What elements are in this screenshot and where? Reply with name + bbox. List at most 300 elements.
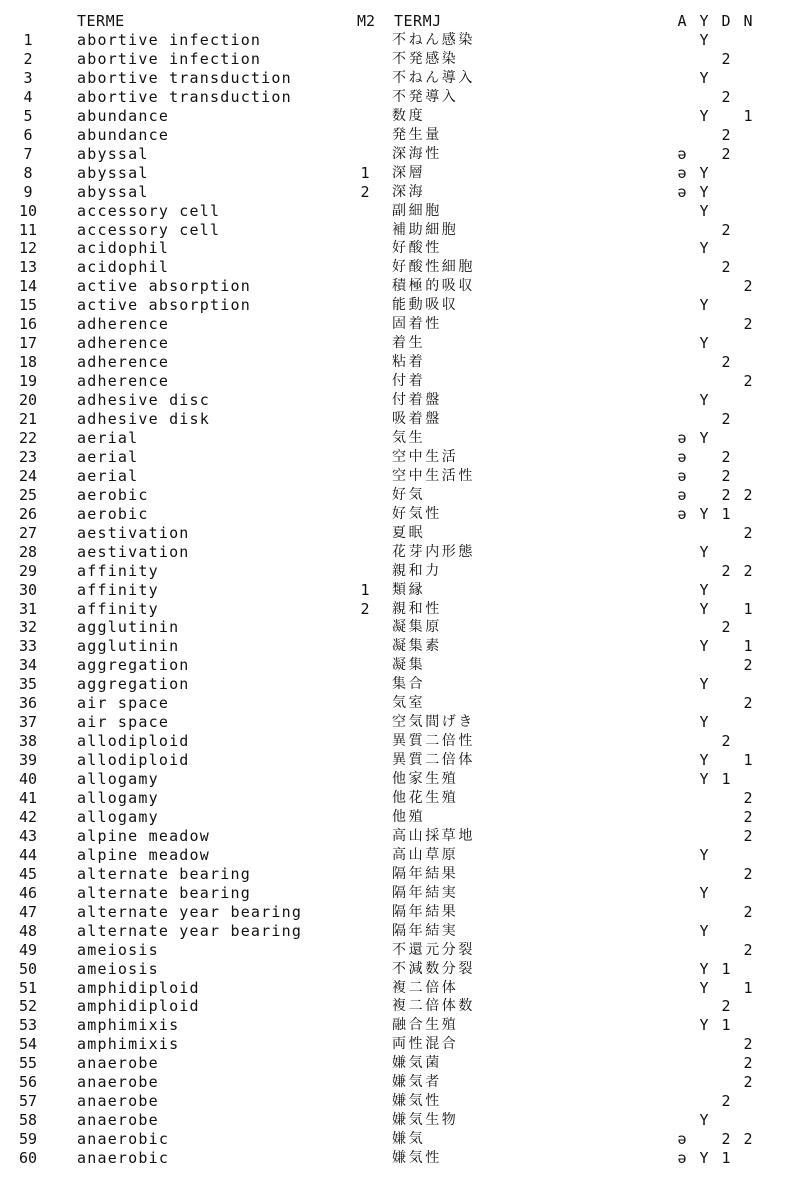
- row-terme: aerial: [77, 447, 139, 466]
- row-number: 10: [18, 201, 38, 220]
- row-termj: 不ねん導入: [392, 69, 475, 86]
- row-flag-n: 2: [743, 315, 753, 334]
- row-number: 16: [18, 315, 38, 334]
- row-number: 54: [18, 1035, 38, 1054]
- row-flag-d: 2: [721, 144, 731, 163]
- table-row: [0, 713, 800, 732]
- row-flag-y: Y: [699, 239, 709, 258]
- row-termj: 親和力: [392, 562, 442, 579]
- row-terme: aggregation: [77, 675, 190, 694]
- row-terme: aerobic: [77, 504, 149, 523]
- row-flag-y: Y: [699, 921, 709, 940]
- row-flag-a: ə: [677, 1130, 687, 1149]
- row-termj: 発生量: [392, 126, 442, 143]
- row-termj: 空中生活: [392, 448, 459, 465]
- row-terme: ameiosis: [77, 959, 159, 978]
- row-number: 17: [18, 334, 38, 353]
- table-row: [0, 69, 800, 88]
- row-flag-n: 2: [743, 789, 753, 807]
- row-terme: abundance: [77, 106, 170, 125]
- row-flag-n: 2: [743, 940, 753, 959]
- row-terme: adhesive disc: [77, 391, 210, 410]
- row-number: 6: [23, 125, 33, 144]
- table-row: [0, 827, 800, 846]
- row-flag-a: ə: [677, 428, 687, 447]
- table-row: [0, 429, 800, 448]
- row-flag-d: 2: [721, 485, 731, 504]
- table-row: [0, 486, 800, 505]
- row-flag-d: 1: [721, 959, 731, 978]
- row-flag-n: 2: [743, 277, 753, 296]
- row-flag-d: 1: [721, 504, 731, 523]
- row-termj: 深海性: [392, 145, 442, 162]
- row-flag-d: 2: [721, 1130, 731, 1149]
- table-row: [0, 732, 800, 751]
- row-terme: alternate bearing: [77, 864, 251, 883]
- table-row: [0, 221, 800, 240]
- row-terme: aerial: [77, 466, 139, 485]
- row-termj: 不発感染: [392, 51, 459, 67]
- row-termj: 異質二倍体: [392, 752, 475, 769]
- row-flag-d: 2: [721, 50, 731, 68]
- table-row: [0, 694, 800, 713]
- row-flag-n: 2: [743, 1073, 753, 1092]
- row-terme: adherence: [77, 372, 170, 391]
- table-row: [0, 183, 800, 202]
- row-termj: 積極的吸収: [392, 278, 475, 295]
- row-terme: aggregation: [77, 656, 190, 675]
- table-row: [0, 1092, 800, 1111]
- row-flag-d: 2: [721, 258, 731, 277]
- column-header-row: [0, 12, 800, 31]
- table-row: [0, 145, 800, 164]
- row-flag-a: ə: [677, 144, 687, 163]
- row-number: 50: [18, 959, 38, 978]
- row-terme: air space: [77, 713, 170, 732]
- row-number: 36: [18, 694, 38, 713]
- row-termj: 嫌気性: [392, 1093, 442, 1110]
- row-termj: 凝集原: [392, 619, 442, 636]
- row-terme: active absorption: [77, 277, 251, 296]
- table-row: [0, 239, 800, 258]
- row-flag-y: Y: [699, 504, 709, 523]
- row-flag-a: ə: [677, 163, 687, 182]
- row-flag-n: 2: [743, 523, 753, 542]
- row-m2: 2: [360, 599, 370, 618]
- table-row: [0, 410, 800, 429]
- row-terme: abortive transduction: [77, 68, 292, 87]
- row-number: 39: [18, 751, 38, 770]
- row-flag-d: 2: [721, 1092, 731, 1111]
- row-flag-y: Y: [699, 599, 709, 618]
- table-row: [0, 770, 800, 789]
- row-number: 1: [23, 31, 33, 49]
- row-flag-d: 2: [721, 997, 731, 1016]
- table-row: [0, 656, 800, 675]
- row-terme: adhesive disk: [77, 410, 210, 428]
- row-flag-d: 2: [721, 87, 731, 106]
- header-termj: TERMJ: [394, 12, 442, 30]
- table-row: [0, 637, 800, 656]
- row-flag-a: ə: [677, 485, 687, 504]
- row-number: 9: [23, 182, 33, 201]
- row-flag-y: Y: [699, 580, 709, 599]
- row-number: 52: [18, 997, 38, 1016]
- row-terme: abortive transduction: [77, 87, 292, 106]
- row-flag-n: 2: [743, 807, 753, 826]
- row-number: 15: [18, 296, 38, 315]
- row-number: 22: [18, 428, 38, 447]
- row-terme: amphimixis: [77, 1016, 180, 1035]
- row-number: 43: [18, 826, 38, 845]
- row-number: 46: [18, 883, 38, 902]
- row-terme: affinity: [77, 599, 159, 618]
- row-flag-d: 2: [721, 732, 731, 751]
- table-row: [0, 562, 800, 581]
- table-row: [0, 258, 800, 277]
- row-terme: affinity: [77, 561, 159, 580]
- row-terme: abortive infection: [77, 31, 262, 49]
- table-row: [0, 1073, 800, 1092]
- row-termj: 数度: [392, 107, 426, 124]
- row-flag-a: ə: [677, 504, 687, 523]
- row-termj: 好酸性細胞: [392, 259, 475, 276]
- row-flag-y: Y: [699, 68, 709, 87]
- row-number: 18: [18, 353, 38, 372]
- row-termj: 固着性: [392, 316, 442, 333]
- table-row: [0, 618, 800, 637]
- table-row: [0, 31, 800, 50]
- row-termj: 両性混合: [392, 1036, 459, 1053]
- row-termj: 隔年結果: [392, 903, 459, 920]
- row-terme: agglutinin: [77, 618, 180, 637]
- row-flag-n: 2: [743, 694, 753, 713]
- row-flag-d: 2: [721, 466, 731, 485]
- row-terme: alpine meadow: [77, 826, 210, 845]
- row-terme: adherence: [77, 315, 170, 334]
- row-number: 56: [18, 1073, 38, 1092]
- row-flag-y: Y: [699, 959, 709, 978]
- row-termj: 融合生殖: [392, 1017, 459, 1034]
- row-flag-y: Y: [699, 201, 709, 220]
- table-row: [0, 751, 800, 770]
- table-row: [0, 808, 800, 827]
- row-terme: aestivation: [77, 523, 190, 542]
- table-row: [0, 448, 800, 467]
- row-termj: 嫌気生物: [392, 1112, 459, 1129]
- table-row: [0, 372, 800, 391]
- row-termj: 不減数分裂: [392, 960, 475, 977]
- row-terme: alpine meadow: [77, 845, 210, 864]
- row-termj: 気生: [392, 429, 426, 446]
- row-terme: acidophil: [77, 258, 170, 277]
- row-terme: aestivation: [77, 542, 190, 561]
- row-terme: allodiploid: [77, 751, 190, 770]
- row-termj: 粘着: [392, 354, 426, 371]
- row-termj: 好気: [392, 486, 426, 503]
- table-row: [0, 922, 800, 941]
- row-flag-a: ə: [677, 447, 687, 466]
- row-number: 53: [18, 1016, 38, 1035]
- table-row: [0, 600, 800, 619]
- table-row: [0, 334, 800, 353]
- table-row: [0, 315, 800, 334]
- row-terme: amphidiploid: [77, 997, 200, 1016]
- row-flag-n: 1: [743, 106, 753, 125]
- row-termj: 隔年結実: [392, 922, 459, 939]
- row-number: 25: [18, 485, 38, 504]
- row-flag-a: ə: [677, 182, 687, 201]
- row-number: 12: [18, 239, 38, 258]
- table-row: [0, 296, 800, 315]
- table-row: [0, 581, 800, 600]
- row-flag-n: 2: [743, 561, 753, 580]
- row-number: 32: [18, 618, 38, 637]
- row-terme: abundance: [77, 125, 170, 144]
- row-flag-n: 1: [743, 751, 753, 770]
- row-termj: 親和性: [392, 600, 442, 617]
- row-terme: aerial: [77, 428, 139, 447]
- row-termj: 他花生殖: [392, 790, 459, 806]
- row-flag-y: Y: [699, 428, 709, 447]
- row-termj: 補助細胞: [392, 221, 459, 238]
- row-terme: anaerobe: [77, 1073, 159, 1092]
- row-terme: active absorption: [77, 296, 251, 315]
- row-terme: amphimixis: [77, 1035, 180, 1054]
- row-number: 14: [18, 277, 38, 296]
- row-terme: acidophil: [77, 239, 170, 258]
- row-terme: ameiosis: [77, 940, 159, 959]
- header-terme: TERME: [77, 12, 125, 30]
- row-number: 2: [23, 50, 33, 68]
- row-number: 51: [18, 978, 38, 997]
- row-termj: 能動吸収: [392, 297, 459, 314]
- row-number: 37: [18, 713, 38, 732]
- table-row: [0, 164, 800, 183]
- row-terme: agglutinin: [77, 637, 180, 656]
- row-number: 29: [18, 561, 38, 580]
- table-row: [0, 997, 800, 1016]
- row-flag-y: Y: [699, 391, 709, 410]
- row-termj: 嫌気菌: [392, 1055, 442, 1072]
- row-terme: air space: [77, 694, 170, 713]
- table-row: [0, 353, 800, 372]
- row-number: 49: [18, 940, 38, 959]
- row-flag-d: 2: [721, 447, 731, 466]
- row-number: 60: [18, 1149, 38, 1167]
- row-number: 33: [18, 637, 38, 656]
- row-m2: 2: [360, 182, 370, 201]
- row-flag-d: 2: [721, 125, 731, 144]
- table-row: [0, 107, 800, 126]
- row-number: 40: [18, 770, 38, 788]
- row-number: 23: [18, 447, 38, 466]
- row-flag-n: 2: [743, 372, 753, 391]
- row-m2: 1: [360, 580, 370, 599]
- table-row: [0, 543, 800, 562]
- row-flag-d: 2: [721, 618, 731, 637]
- row-termj: 気室: [392, 695, 426, 712]
- row-terme: amphidiploid: [77, 978, 200, 997]
- row-termj: 凝集素: [392, 638, 442, 655]
- row-terme: anaerobe: [77, 1092, 159, 1111]
- row-termj: 不ねん感染: [392, 32, 475, 48]
- row-terme: allogamy: [77, 807, 159, 826]
- row-flag-y: Y: [699, 845, 709, 864]
- row-flag-y: Y: [699, 978, 709, 997]
- table-row: [0, 941, 800, 960]
- row-termj: 嫌気性: [392, 1150, 442, 1166]
- row-termj: 嫌気: [392, 1131, 426, 1148]
- row-number: 5: [23, 106, 33, 125]
- row-flag-n: 1: [743, 637, 753, 656]
- table-row: [0, 884, 800, 903]
- row-flag-n: 2: [743, 656, 753, 675]
- table-row: [0, 960, 800, 979]
- row-terme: abyssal: [77, 163, 149, 182]
- row-number: 48: [18, 921, 38, 940]
- row-termj: 夏眠: [392, 524, 426, 541]
- row-flag-y: Y: [699, 106, 709, 125]
- row-flag-n: 2: [743, 902, 753, 921]
- row-termj: 吸着盤: [392, 411, 442, 427]
- row-terme: accessory cell: [77, 220, 221, 239]
- row-number: 42: [18, 807, 38, 826]
- row-flag-y: Y: [699, 1149, 709, 1167]
- table-row: [0, 126, 800, 145]
- row-terme: adherence: [77, 353, 170, 372]
- row-number: 38: [18, 732, 38, 751]
- row-flag-n: 2: [743, 864, 753, 883]
- table-row: [0, 979, 800, 998]
- row-termj: 他家生殖: [392, 771, 459, 787]
- row-termj: 類縁: [392, 581, 426, 598]
- row-number: 47: [18, 902, 38, 921]
- row-termj: 着生: [392, 335, 426, 352]
- row-terme: allodiploid: [77, 732, 190, 751]
- table-row: [0, 524, 800, 543]
- header-d: D: [721, 12, 731, 30]
- row-number: 24: [18, 466, 38, 485]
- row-terme: adherence: [77, 334, 170, 353]
- row-terme: aerobic: [77, 485, 149, 504]
- row-number: 7: [23, 144, 33, 163]
- row-flag-d: 2: [721, 410, 731, 428]
- row-flag-n: 2: [743, 1054, 753, 1073]
- header-m2: M2: [357, 12, 376, 30]
- row-flag-a: ə: [677, 1149, 687, 1167]
- row-number: 34: [18, 656, 38, 675]
- row-termj: 深層: [392, 164, 426, 181]
- row-flag-y: Y: [699, 751, 709, 770]
- row-number: 57: [18, 1092, 38, 1111]
- table-row: [0, 1035, 800, 1054]
- row-flag-y: Y: [699, 770, 709, 788]
- row-flag-n: 2: [743, 1130, 753, 1149]
- row-termj: 高山採草地: [392, 827, 475, 844]
- row-number: 44: [18, 845, 38, 864]
- row-flag-a: ə: [677, 466, 687, 485]
- row-termj: 異質二倍性: [392, 733, 475, 750]
- table-row: [0, 50, 800, 69]
- table-row: [0, 202, 800, 221]
- row-termj: 複二倍体数: [392, 998, 475, 1015]
- row-flag-y: Y: [699, 1111, 709, 1130]
- header-a: A: [677, 12, 687, 30]
- row-number: 13: [18, 258, 38, 277]
- row-terme: alternate bearing: [77, 883, 251, 902]
- row-flag-d: 1: [721, 770, 731, 788]
- row-flag-y: Y: [699, 1016, 709, 1035]
- row-number: 11: [18, 220, 38, 239]
- table-row: [0, 846, 800, 865]
- row-terme: abortive infection: [77, 50, 262, 68]
- table-row: [0, 505, 800, 524]
- table-row: [0, 1054, 800, 1073]
- row-flag-n: 2: [743, 826, 753, 845]
- row-flag-y: Y: [699, 637, 709, 656]
- row-termj: 凝集: [392, 657, 426, 674]
- row-terme: anaerobe: [77, 1054, 159, 1073]
- table-row: [0, 675, 800, 694]
- row-flag-n: 2: [743, 1035, 753, 1054]
- row-termj: 深海: [392, 183, 426, 200]
- row-number: 30: [18, 580, 38, 599]
- row-flag-y: Y: [699, 334, 709, 353]
- header-n: N: [743, 12, 753, 30]
- row-flag-y: Y: [699, 883, 709, 902]
- table-row: [0, 903, 800, 922]
- row-flag-y: Y: [699, 182, 709, 201]
- table-row: [0, 1111, 800, 1130]
- row-number: 41: [18, 789, 38, 807]
- row-flag-y: Y: [699, 542, 709, 561]
- row-number: 19: [18, 372, 38, 391]
- row-termj: 隔年結果: [392, 865, 459, 882]
- row-number: 8: [23, 163, 33, 182]
- row-termj: 不発導入: [392, 88, 459, 105]
- row-termj: 隔年結実: [392, 884, 459, 901]
- row-termj: 副細胞: [392, 202, 442, 219]
- row-termj: 空中生活性: [392, 467, 475, 484]
- row-termj: 花芽内形態: [392, 543, 475, 560]
- row-termj: 他殖: [392, 808, 426, 825]
- row-flag-y: Y: [699, 296, 709, 315]
- row-terme: allogamy: [77, 770, 159, 788]
- row-number: 20: [18, 391, 38, 410]
- table-row: [0, 1149, 800, 1168]
- row-termj: 好酸性: [392, 240, 442, 257]
- row-flag-d: 2: [721, 561, 731, 580]
- table-row: [0, 789, 800, 808]
- row-number: 28: [18, 542, 38, 561]
- table-row: [0, 865, 800, 884]
- row-terme: abyssal: [77, 144, 149, 163]
- row-number: 26: [18, 504, 38, 523]
- row-number: 3: [23, 68, 33, 87]
- row-terme: anaerobic: [77, 1130, 170, 1149]
- row-number: 58: [18, 1111, 38, 1130]
- row-number: 27: [18, 523, 38, 542]
- header-y: Y: [699, 12, 709, 30]
- row-flag-d: 2: [721, 220, 731, 239]
- table-row: [0, 277, 800, 296]
- row-termj: 好気性: [392, 505, 442, 522]
- row-number: 4: [23, 87, 33, 106]
- row-termj: 複二倍体: [392, 979, 459, 996]
- row-termj: 高山草原: [392, 846, 459, 863]
- row-number: 55: [18, 1054, 38, 1073]
